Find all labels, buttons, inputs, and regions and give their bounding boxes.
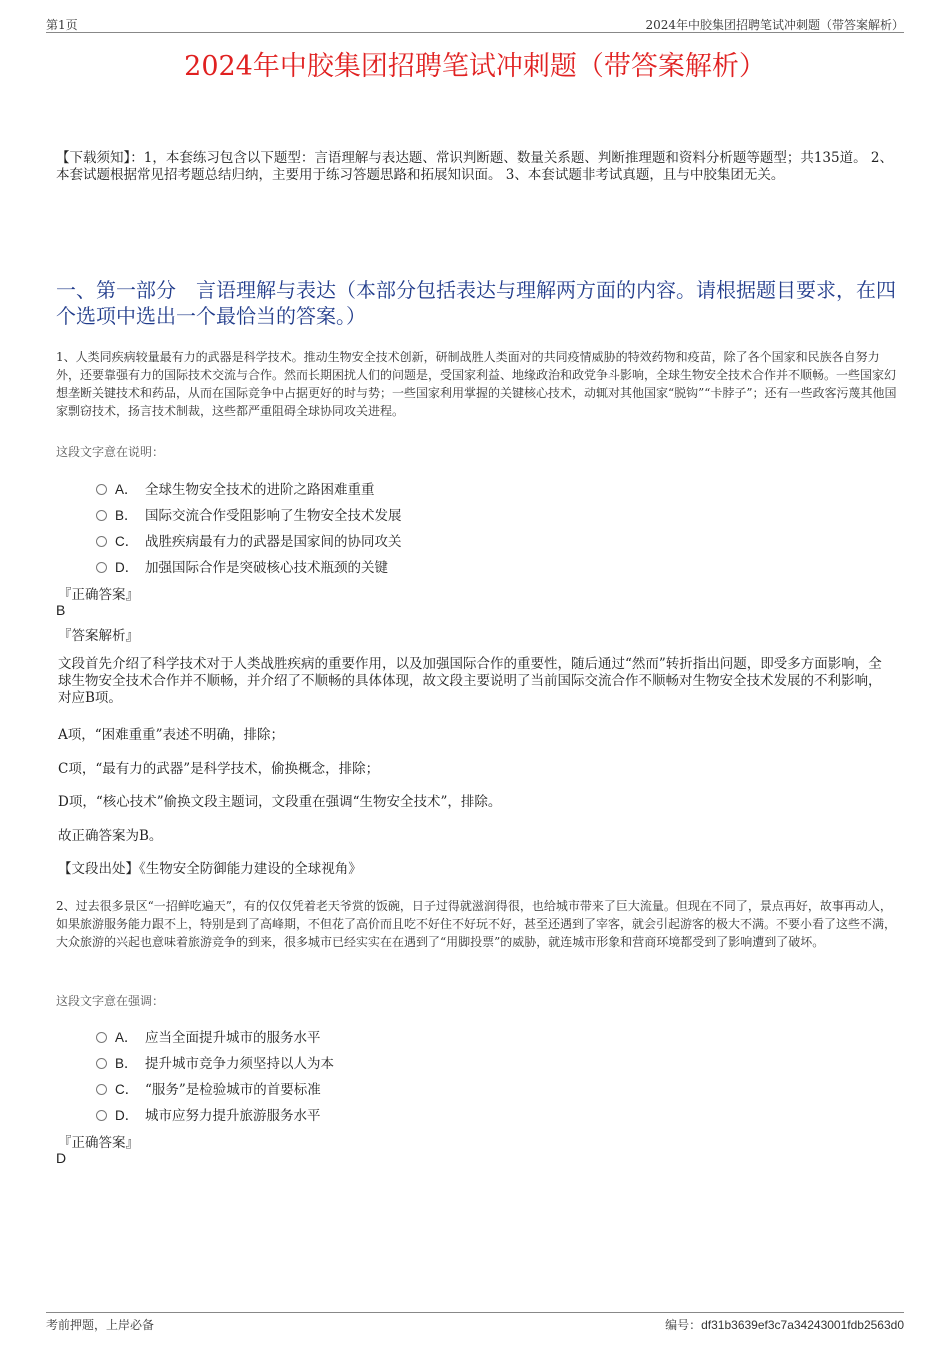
footer-slogan: 考前押题，上岸必备	[46, 1318, 155, 1332]
page-header	[46, 14, 904, 33]
radio-icon[interactable]	[96, 1110, 107, 1121]
q1-option-c[interactable]: C． 战胜疾病最有力的武器是国家间的协同攻关	[96, 530, 402, 548]
q2-answer-label: 『正确答案』	[58, 1135, 139, 1151]
q1-analysis-label: 『答案解析』	[58, 628, 139, 644]
radio-icon[interactable]	[96, 484, 107, 495]
radio-icon[interactable]	[96, 510, 107, 521]
page-number: 第1页	[46, 18, 78, 32]
question-2-prompt: 这段文字意在强调：	[56, 994, 165, 1008]
question-1-prompt: 这段文字意在说明：	[56, 445, 165, 459]
header-doc-title: 2024年中胶集团招聘笔试冲刺题（带答案解析）	[645, 18, 904, 32]
q1-answer: B	[56, 602, 66, 618]
q1-answer-label: 『正确答案』	[58, 587, 139, 603]
radio-icon[interactable]	[96, 1058, 107, 1069]
page-footer	[46, 1312, 904, 1332]
radio-icon[interactable]	[96, 1032, 107, 1043]
section-heading: 一、第一部分 言语理解与表达（本部分包括表达与理解两方面的内容。请根据题目要求，在四个选项中选出一个最恰当的答案。）	[56, 278, 896, 328]
q2-option-c[interactable]: C． “服务”是检验城市的首要标准	[96, 1078, 321, 1096]
q2-option-b[interactable]: B． 提升城市竞争力须坚持以人为本	[96, 1052, 334, 1070]
footer-code: 编号：df31b3639ef3c7a34243001fdb2563d0	[665, 1318, 904, 1332]
q1-analysis-conclusion: 故正确答案为B。	[58, 828, 163, 844]
radio-icon[interactable]	[96, 562, 107, 573]
q2-answer: D	[56, 1150, 67, 1166]
q1-analysis-a: A项，“困难重重”表述不明确，排除；	[58, 727, 285, 743]
radio-icon[interactable]	[96, 1084, 107, 1095]
question-1-text: 1、人类同疾病较量最有力的武器是科学技术。推动生物安全技术创新，研制战胜人类面对的共同疫情威胁的特效药物和疫苗，除了各个国家和民族各自努力外，还要靠强有力的国际技术交流与合作。然而长期困扰人们的问题是，受国家利益、地缘政治和政党争斗影响，全球生物安全技术合作并不顺畅。一些国家幻想垄断关键技术和药品，从而在国际竞争中占据更好的时与势；一些国家利用掌握的关键核心技术，动辄对其他国家“脱钩”“卡脖子”；还有一些政客污蔑其他国家剽窃技术，扬言技术制裁，这些都严重阻碍全球协同攻关进程。	[56, 350, 897, 418]
q1-source: 【文段出处】《生物安全防御能力建设的全球视角》	[58, 861, 362, 877]
question-2-text: 2、过去很多景区“一招鲜吃遍天”，有的仅仅凭着老天爷赏的饭碗，日子过得就滋润得很，也给城市带来了巨大流量。但现在不同了，景点再好，故事再动人，如果旅游服务能力跟不上，特别是到了高峰期，不但花了高价而且吃不好住不好玩不好，甚至还遇到了宰客，就会引起游客的极大不满。不要小看了这些不满，大众旅游的兴起也意味着旅游竞争的到来，很多城市已经实实在在遇到了“用脚投票”的威胁，就连城市形象和营商环境都受到了影响遭到了破坏。	[56, 899, 897, 949]
q1-analysis-c: C项，“最有力的武器”是科学技术，偷换概念，排除；	[58, 761, 380, 777]
q2-option-a[interactable]: A． 应当全面提升城市的服务水平	[96, 1026, 321, 1044]
q1-option-a[interactable]: A． 全球生物安全技术的进阶之路困难重重	[96, 478, 375, 496]
q2-option-d[interactable]: D． 城市应努力提升旅游服务水平	[96, 1104, 321, 1122]
q1-analysis-d: D项，“核心技术”偷换文段主题词，文段重在强调“生物安全技术”，排除。	[58, 794, 502, 810]
q1-analysis-main: 文段首先介绍了科学技术对于人类战胜疾病的重要作用，以及加强国际合作的重要性，随后通过“然而”转折指出问题，即受多方面影响，全球生物安全技术合作并不顺畅，并介绍了不顺畅的具体体现，故文段主要说明了当前国际交流合作不顺畅对生物安全技术发展的不利影响，对应B项。	[58, 656, 882, 706]
radio-icon[interactable]	[96, 536, 107, 547]
q1-option-d[interactable]: D． 加强国际合作是突破核心技术瓶颈的关键	[96, 556, 388, 574]
download-notice: 【下载须知】：1，本套练习包含以下题型：言语理解与表达题、常识判断题、数量关系题、判断推理题和资料分析题等题型；共135道。 2、本套试题根据常见招考题总结归纳，主要用于练习答题思路和拓展知识面。 3、本套试题非考试真题，且与中胶集团无关。	[56, 150, 893, 183]
page-title: 2024年中胶集团招聘笔试冲刺题（带答案解析）	[184, 51, 766, 82]
q1-option-b[interactable]: B． 国际交流合作受阻影响了生物安全技术发展	[96, 504, 402, 522]
